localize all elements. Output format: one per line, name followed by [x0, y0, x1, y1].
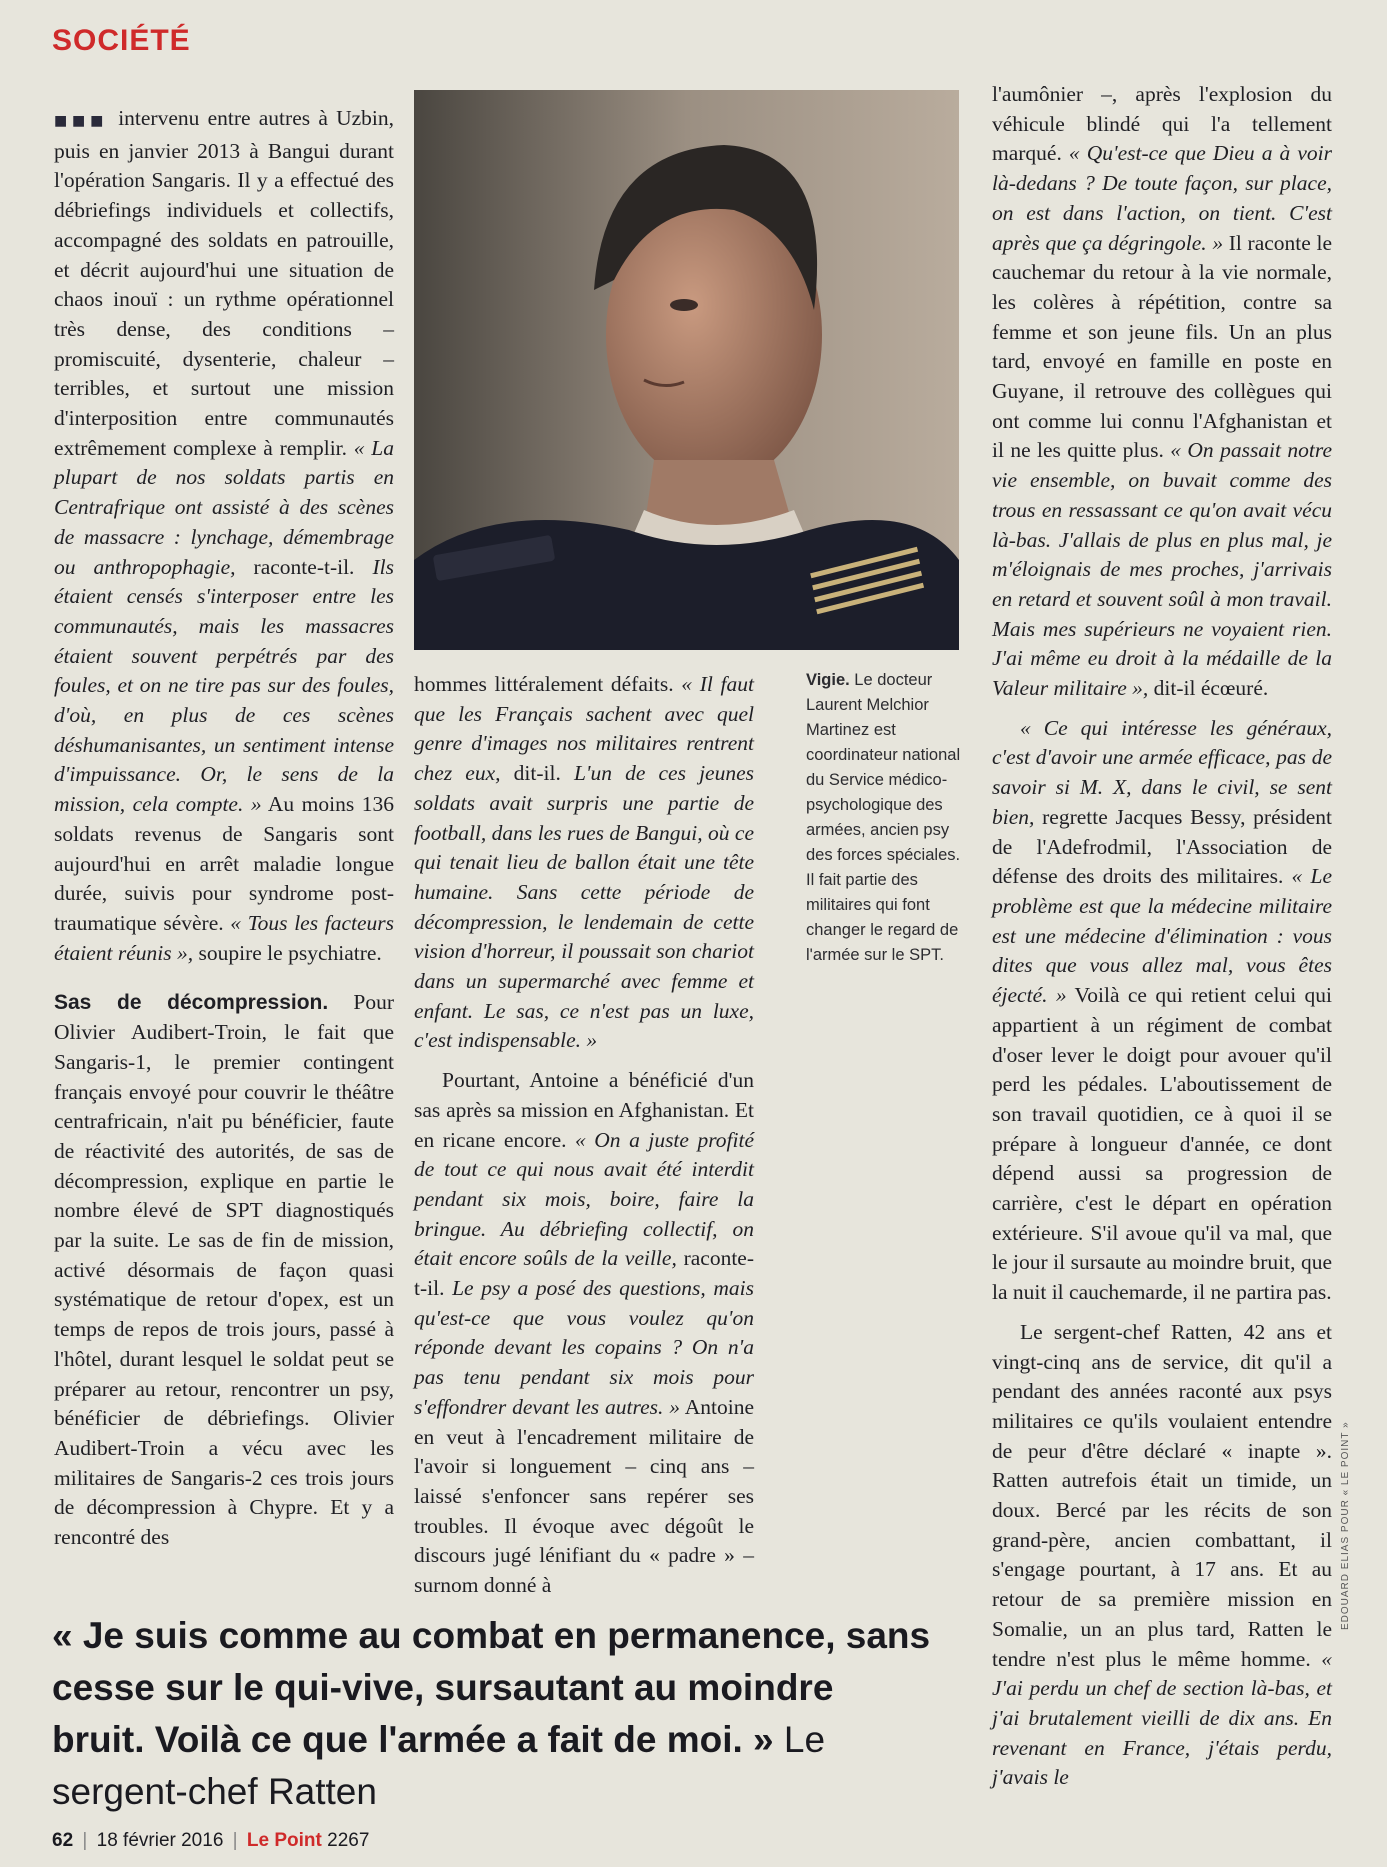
page-folio: [52, 1830, 369, 1852]
pull-quote-text: « Je suis comme au combat en permanence, sans cesse sur le qui-vive, sursautant au moindre bruit. Voilà ce que l'armée a fait de moi. »: [52, 1615, 931, 1760]
issue-number: 2267: [327, 1830, 370, 1851]
pull-quote-attribution: Le sergent-chef Ratten: [52, 1719, 826, 1812]
page-number: 62: [52, 1830, 74, 1851]
photo-caption: [806, 668, 966, 968]
section-rubric: SOCIÉTÉ: [52, 24, 191, 57]
paragraph: « Ce qui intéresse les généraux, c'est d'avoir une armée efficace, pas de savoir si M. X, dans le civil, se sent bien, regrette Jacques Bessy, président de l'Adefrodmil, l'Association de défense des droits des militaires. « Le problème est que la médecine militaire est une médecine d'élimination : vous dites que vous allez mal, vous êtes éjecté. » Voilà ce qui retient celui qui appartient à un régiment de combat d'oser lever le doigt pour avouer qu'il perd les pédales. L'aboutissement de son travail quotidien, ce à quoi il se prépare à longueur d'année, ce dont dépend aussi sa progression de carrière, c'est le départ en opération extérieure. S'il avoue qu'il va mal, que le jour il sursaute au moindre bruit, que la nuit il cauchemarde, il ne partira pas.: [992, 715, 1332, 1305]
caption-lead: Vigie.: [806, 671, 850, 689]
subheading: Sas de décompression.: [54, 991, 329, 1015]
photo-credit: EDOUARD ELIAS POUR « LE POINT »: [1340, 1421, 1351, 1630]
portrait-photo: [414, 90, 959, 650]
caption-text: Le docteur Laurent Melchior Martinez est coordinateur national du Service médico-psychologique des armées, ancien psy des forces spéciales. Il fait partie des militaires qui font changer le regard de l'armée sur le SPT.: [806, 671, 961, 964]
portrait-illustration: [414, 90, 959, 650]
issue-date: 18 février 2016: [96, 1830, 224, 1851]
paragraph: ■■■ intervenu entre autres à Uzbin, puis en janvier 2013 à Bangui durant l'opération Sangaris. Il y a effectué des débriefings individuels et collectifs, accompagné des soldats en patrouille, et décrit aujourd'hui une situation de chaos inouï : un rythme opérationnel très dense, des conditions – promiscuité, dysenterie, chaleur – terribles, et surtout une mission d'interposition entre communautés extrêmement complexe à remplir. « La plupart de nos soldats partis en Centrafrique ont assisté à des scènes de massacre : lynchage, démembrage ou anthropophagie, raconte-t-il. Ils étaient censés s'interposer entre les communautés, mais les massacres étaient souvent perpétrés par des foules, et on ne tire pas sur des foules, d'où, en plus de ces scènes déshumanisantes, un sentiment intense d'impuissance. Or, le sens de la mission, cela compte. » Au moins 136 soldats revenus de Sangaris sont aujourd'hui en arrêt maladie longue durée, suivis pour syndrome post-traumatique sévère. « Tous les facteurs étaient réunis », soupire le psychiatre.: [54, 106, 394, 965]
publication-name: Le Point: [246, 1830, 322, 1851]
folio-separator: |: [232, 1830, 238, 1851]
pull-quote: [52, 1610, 932, 1818]
paragraph: Sas de décompression. Pour Olivier Audibert-Troin, le fait que Sangaris-1, le premier contingent français envoyé pour couvrir le théâtre centrafricain, n'ait pu bénéficier, faute de réactivité des autorités, de sas de décompression, explique en partie le nombre élevé de SPT diagnostiqués par la suite. Le sas de fin de mission, activé désormais de façon quasi systématique de retour d'opex, est un temps de repos de trois jours, passé à l'hôtel, durant lesquel le soldat peut se préparer au retour, rencontrer un psy, bénéficier de débriefings. Olivier Audibert-Troin a vécu avec les militaires de Sangaris-2 ces trois jours de décompression à Chypre. Et y a rencontré des: [54, 990, 394, 1550]
article-column-1: [54, 104, 394, 1553]
paragraph: l'aumônier –, après l'explosion du véhicule blindé qui l'a tellement marqué. « Qu'est-ce que Dieu a à voir là-dedans ? De toute façon, sur place, on est dans l'action, on tient. C'est après que ça dégringole. » Il raconte le cauchemar du retour à la vie normale, les colères à répétition, contre sa femme et son jeune fils. Un an plus tard, envoyé en famille en poste en Guyane, il retrouve des collègues qui ont comme lui connu l'Afghanistan et il ne les quitte plus. « On passait notre vie ensemble, on buvait comme des trous en ressassant ce qu'on avait vécu là-bas. J'allais de plus en plus mal, je m'éloignais de mes proches, j'arrivais en retard et souvent soûl à mon travail. Mais mes supérieurs ne voyaient rien. J'ai même eu droit à la médaille de la Valeur militaire », dit-il écœuré.: [992, 82, 1332, 701]
folio-separator: |: [82, 1830, 88, 1851]
paragraph-marker: ■■■: [54, 113, 109, 129]
paragraph: Le sergent-chef Ratten, 42 ans et vingt-cinq ans de service, dit qu'il a pendant des années raconté aux psys militaires ce qu'ils voulaient entendre de peur d'être déclaré « inapte ». Ratten autrefois était un timide, un doux. Bercé par les récits de son grand-père, ancien combattant, il s'engage pourtant, à 17 ans. Et au retour de sa première mission en Somalie, un an plus tard, Ratten le tendre n'est plus le même homme. « J'ai perdu un chef de section là-bas, et j'ai brutalement vieilli de dix ans. En revenant en France, j'étais perdu, j'avais le: [992, 1319, 1332, 1790]
article-column-3: [992, 80, 1332, 1793]
paragraph: Pourtant, Antoine a bénéficié d'un sas après sa mission en Afghanistan. Et en ricane encore. « On a juste profité de tout ce qui nous avait été interdit pendant six mois, boire, faire la bringue. Au débriefing collectif, on était encore soûls de la veille, raconte-t-il. Le psy a posé des questions, mais qu'est-ce que vous voulez qu'on réponde devant les copains ? On n'a pas tenu pendant six mois pour s'effondrer devant les autres. » Antoine en veut à l'encadrement militaire de l'avoir si longuement – cinq ans – laissé s'enfoncer sans repérer ses troubles. Il évoque avec dégoût le discours jugé lénifiant du « padre » – surnom donné à: [414, 1068, 755, 1598]
paragraph: hommes littéralement défaits. « Il faut que les Français sachent avec quel genre d'images nos militaires rentrent chez eux, dit-il. L'un de ces jeunes soldats avait surpris une partie de football, dans les rues de Bangui, où ce qui tenait lieu de ballon était une tête humaine. Sans cette période de décompression, le lendemain de cette vision d'horreur, il poussait son chariot dans un supermarché avec femme et enfant. Le sas, ce n'est pas un luxe, c'est indispensable. »: [414, 672, 754, 1053]
article-column-2: [414, 670, 754, 1601]
